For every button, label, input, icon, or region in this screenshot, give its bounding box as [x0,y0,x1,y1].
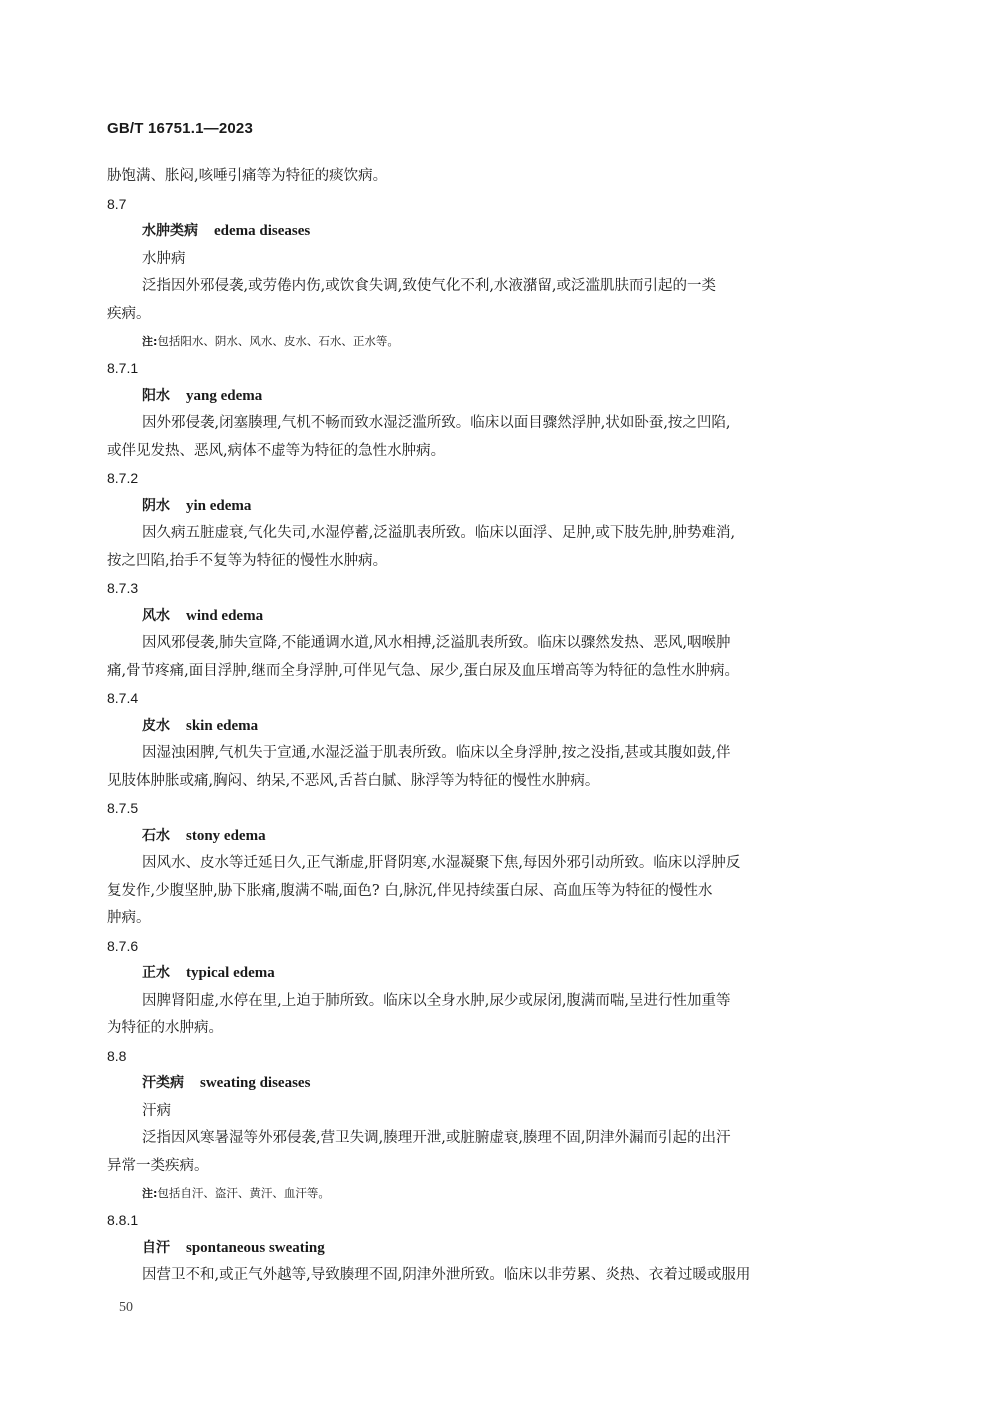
note-label: 注: [142,335,158,348]
definition-line: 因久病五脏虚衰,气化失司,水湿停蓄,泛溢肌表所致。临床以面浮、足肿,或下肢先肿,肿势难消, [142,525,736,541]
section-number: 8.7.6 [107,937,139,954]
definition-line: 肿病。 [107,910,151,926]
term-chinese: 阴水 [142,497,170,514]
term-english: yang edema [186,387,263,404]
term-english: spontaneous sweating [186,1239,325,1256]
term-chinese: 正水 [142,965,170,981]
term-heading [107,1235,881,1263]
term-heading [107,823,881,851]
term-heading [107,493,881,521]
section-number: 8.7.4 [107,690,139,706]
term-english: stony edema [186,827,266,844]
term-heading [107,960,881,988]
definition-line: 因风邪侵袭,肺失宣降,不能通调水道,风水相搏,泛溢肌表所致。临床以骤然发热、恶风,咽喉肿 [142,635,731,651]
standard-code-header: GB/T 16751.1—2023 [107,120,253,137]
definition-line: 按之凹陷,抬手不复等为特征的慢性水肿病。 [107,552,388,569]
section-number: 8.7.5 [107,800,139,816]
term-heading [107,218,881,246]
definition-line: 因湿浊困脾,气机失于宣通,水湿泛溢于肌表所致。临床以全身浮肿,按之没指,甚或其腹如鼓,伴 [142,745,731,761]
term-english: skin edema [186,717,259,734]
note [107,1180,881,1207]
definition-line: 泛指因风寒暑湿等外邪侵袭,营卫失调,腠理开泄,或脏腑虚衰,腠理不固,阴津外漏而引起的出汗 [142,1130,731,1146]
note-text: 包括阳水、阴水、风水、皮水、石水、正水等。 [157,334,399,348]
term-heading [107,383,881,411]
term-heading [107,1070,881,1098]
page-content [107,163,881,1290]
section-number: 8.7.2 [107,470,139,486]
definition-line: 因脾肾阳虚,水停在里,上迫于肺所致。临床以全身水肿,尿少或尿闭,腹满而喘,呈进行性加重等 [142,992,731,1009]
definition-line: 因外邪侵袭,闭塞腠理,气机不畅而致水湿泛滥所致。临床以面目骤然浮肿,状如卧蚕,按之凹陷, [142,415,731,431]
section-number: 8.8 [107,1047,127,1064]
continued-paragraph: 胁饱满、胀闷,咳唾引痛等为特征的痰饮病。 [107,168,388,184]
definition-line: 异常一类疾病。 [107,1157,209,1174]
term-english: typical edema [186,965,275,981]
term-synonym: 水肿病 [142,250,186,267]
term-chinese: 自汗 [142,1239,170,1256]
term-chinese: 石水 [142,827,170,844]
definition-line: 为特征的水肿病。 [107,1020,223,1036]
term-chinese: 水肿类病 [142,223,198,239]
note [107,328,881,355]
note-label: 注: [142,1187,158,1200]
definition-line: 因风水、皮水等迁延日久,正气渐虚,肝肾阴寒,水湿凝聚下焦,每因外邪引动所致。临床以浮肿反 [142,855,741,871]
definition-line: 复发作,少腹坚肿,胁下胀痛,腹满不喘,面色? 白,脉沉,伴见持续蛋白尿、高血压等为特征的慢性水 [107,882,713,899]
section-number: 8.7.3 [107,580,139,596]
term-english: yin edema [186,497,252,514]
definition-line: 因营卫不和,或正气外越等,导致腠理不固,阴津外泄所致。临床以非劳累、炎热、衣着过暖或服用 [142,1267,751,1283]
definition-line: 痛,骨节疼痛,面目浮肿,继而全身浮肿,可伴见气急、尿少,蛋白尿及血压增高等为特征的急性水肿病。 [107,662,740,679]
term-chinese: 皮水 [142,717,170,734]
definition-line: 见肢体肿胀或痛,胸闷、纳呆,不恶风,舌苔白腻、脉浮等为特征的慢性水肿病。 [107,772,600,789]
section-number: 8.7 [107,195,127,212]
term-chinese: 风水 [142,607,170,624]
term-heading [107,603,881,631]
term-english: wind edema [186,607,264,624]
definition-line: 泛指因外邪侵袭,或劳倦内伤,或饮食失调,致使气化不利,水液潴留,或泛滥肌肤而引起的一类 [142,278,717,294]
term-english: edema diseases [214,223,311,239]
page-number: 50 [119,1300,133,1315]
section-number: 8.8.1 [107,1212,139,1228]
definition-line: 疾病。 [107,305,151,322]
term-chinese: 阳水 [142,387,170,404]
term-english: sweating diseases [200,1075,311,1091]
term-heading [107,713,881,741]
note-text: 包括自汗、盗汗、黄汗、血汗等。 [157,1186,330,1200]
definition-line: 或伴见发热、恶风,病体不虚等为特征的急性水肿病。 [107,442,446,459]
section-number: 8.7.1 [107,360,139,376]
term-synonym: 汗病 [142,1102,171,1119]
term-chinese: 汗类病 [142,1075,184,1091]
